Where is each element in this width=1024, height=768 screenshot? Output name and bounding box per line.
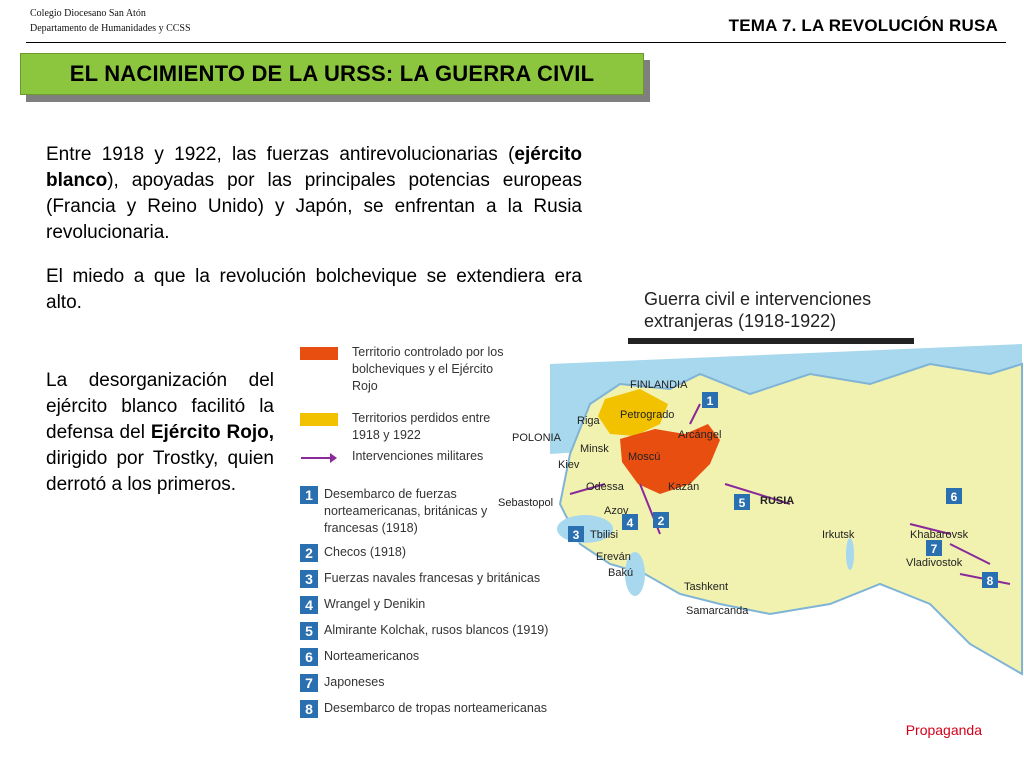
label-riga: Riga bbox=[577, 415, 600, 427]
legend-item-interventions bbox=[300, 448, 483, 465]
legend-numbered-2 bbox=[300, 544, 406, 562]
map-title-line1: Guerra civil e intervenciones bbox=[644, 289, 872, 309]
label-minsk: Minsk bbox=[580, 443, 609, 455]
number-badge: 2 bbox=[300, 544, 318, 562]
label-irkutsk: Irkutsk bbox=[822, 529, 855, 541]
slide-title: EL NACIMIENTO DE LA URSS: LA GUERRA CIVIL bbox=[69, 61, 595, 86]
svg-text:2: 2 bbox=[657, 514, 665, 528]
school-name: Colegio Diocesano San Atón bbox=[30, 8, 146, 19]
topic-title: TEMA 7. LA REVOLUCIÓN RUSA bbox=[728, 16, 998, 35]
label-jabarovsk: Khabarovsk bbox=[910, 529, 969, 541]
p3-text-c: dirigido por Trostky, quien derrotó a los primeros. bbox=[46, 448, 274, 495]
number-badge: 7 bbox=[300, 674, 318, 692]
legend-numbered-8 bbox=[300, 700, 547, 718]
label-kazan: Kazán bbox=[668, 481, 700, 493]
legend-numbered-text: Fuerzas navales francesas y británicas bbox=[324, 571, 541, 585]
number-badge: 3 bbox=[300, 570, 318, 588]
svg-text:3: 3 bbox=[572, 528, 580, 542]
label-finlandia: FINLANDIA bbox=[630, 379, 688, 391]
propaganda-link[interactable]: Propaganda bbox=[905, 722, 982, 738]
number-badge: 8 bbox=[300, 700, 318, 718]
legend-numbered-7 bbox=[300, 674, 384, 692]
p3-bold: Ejército Rojo, bbox=[150, 422, 274, 443]
legend-item-lost bbox=[300, 410, 502, 444]
legend-numbered-3 bbox=[300, 570, 540, 588]
lake-baikal bbox=[846, 538, 854, 570]
p1-text-c: ), apoyadas por las principales potencias europeas (Francia y Reino Unido) y Japón, se enfrentan a la Rusia revolucionaria. bbox=[46, 170, 582, 243]
paragraph-red-army bbox=[46, 368, 274, 498]
label-sebastopol: Sebastopol bbox=[498, 497, 554, 509]
paragraph-fear: El miedo a que la revolución bolchevique se extendiera era alto. bbox=[46, 266, 582, 313]
svg-text:5: 5 bbox=[738, 496, 746, 510]
header-divider bbox=[26, 42, 1006, 43]
map-title bbox=[628, 284, 914, 344]
svg-text:8: 8 bbox=[986, 574, 994, 588]
label-arcangel: Arcángel bbox=[678, 429, 722, 441]
legend-numbered-5 bbox=[300, 622, 548, 640]
label-vladivostok: Vladivostok bbox=[906, 557, 963, 569]
paragraph-intro bbox=[46, 142, 582, 246]
label-erevan: Ereván bbox=[596, 551, 631, 563]
label-kiev: Kiev bbox=[558, 459, 580, 471]
legend-numbered-text: Japoneses bbox=[324, 675, 385, 689]
legend-swatch-red bbox=[300, 347, 338, 360]
legend-item-bolsheviks bbox=[300, 344, 522, 395]
legend-numbered-6 bbox=[300, 648, 419, 666]
number-badge: 6 bbox=[300, 648, 318, 666]
number-badge: 1 bbox=[300, 486, 318, 504]
legend-numbered-1 bbox=[300, 486, 504, 537]
label-odessa: Odessa bbox=[586, 481, 624, 493]
p1-text-a: Entre 1918 y 1922, las fuerzas antirevolucionarias ( bbox=[46, 144, 515, 165]
label-tashkent: Tashkent bbox=[684, 581, 729, 593]
legend-numbered-text: Wrangel y Denikin bbox=[324, 597, 426, 611]
number-badge: 5 bbox=[300, 622, 318, 640]
label-moscu: Moscú bbox=[628, 451, 661, 463]
legend-numbered-text: Desembarco de fuerzas norteamericanas, británicas y francesas (1918) bbox=[324, 487, 488, 535]
label-polonia: POLONIA bbox=[512, 432, 561, 444]
russia-civil-war-map bbox=[498, 344, 1022, 722]
svg-text:6: 6 bbox=[950, 490, 958, 504]
label-rusia: RUSIA bbox=[760, 495, 795, 507]
label-azov: Azov bbox=[604, 505, 629, 517]
legend-text: Intervenciones militares bbox=[352, 449, 484, 463]
label-tbilisi: Tbilisi bbox=[590, 529, 619, 541]
slide-title-box bbox=[20, 53, 644, 95]
label-petrogrado: Petrogrado bbox=[620, 409, 675, 421]
svg-text:7: 7 bbox=[930, 542, 938, 556]
label-samarcanda: Samarcanda bbox=[686, 605, 749, 617]
legend-numbered-text: Norteamericanos bbox=[324, 649, 420, 663]
legend-text: Territorio controlado por los bolcheviques y el Ejército Rojo bbox=[352, 345, 504, 393]
map-title-line2: extranjeras (1918-1922) bbox=[644, 311, 837, 331]
p1-bold: ejército blanco bbox=[46, 144, 582, 191]
svg-text:4: 4 bbox=[626, 516, 634, 530]
department-name: Departamento de Humanidades y CCSS bbox=[30, 23, 191, 34]
legend-numbered-text: Desembarco de tropas norteamericanas bbox=[324, 701, 548, 715]
legend-numbered-text: Checos (1918) bbox=[324, 545, 406, 559]
svg-text:1: 1 bbox=[706, 394, 714, 408]
p3-text-a: La desorganización del ejército blanco facilitó la defensa del bbox=[46, 370, 274, 443]
legend-numbered-text: Almirante Kolchak, rusos blancos (1919) bbox=[324, 623, 549, 637]
label-baku: Bakú bbox=[608, 567, 634, 579]
legend-text: Territorios perdidos entre 1918 y 1922 bbox=[352, 411, 491, 442]
school-header bbox=[30, 6, 191, 36]
number-badge: 4 bbox=[300, 596, 318, 614]
legend-swatch-yellow bbox=[300, 413, 338, 426]
arrow-icon bbox=[300, 451, 338, 464]
legend-numbered-4 bbox=[300, 596, 425, 614]
